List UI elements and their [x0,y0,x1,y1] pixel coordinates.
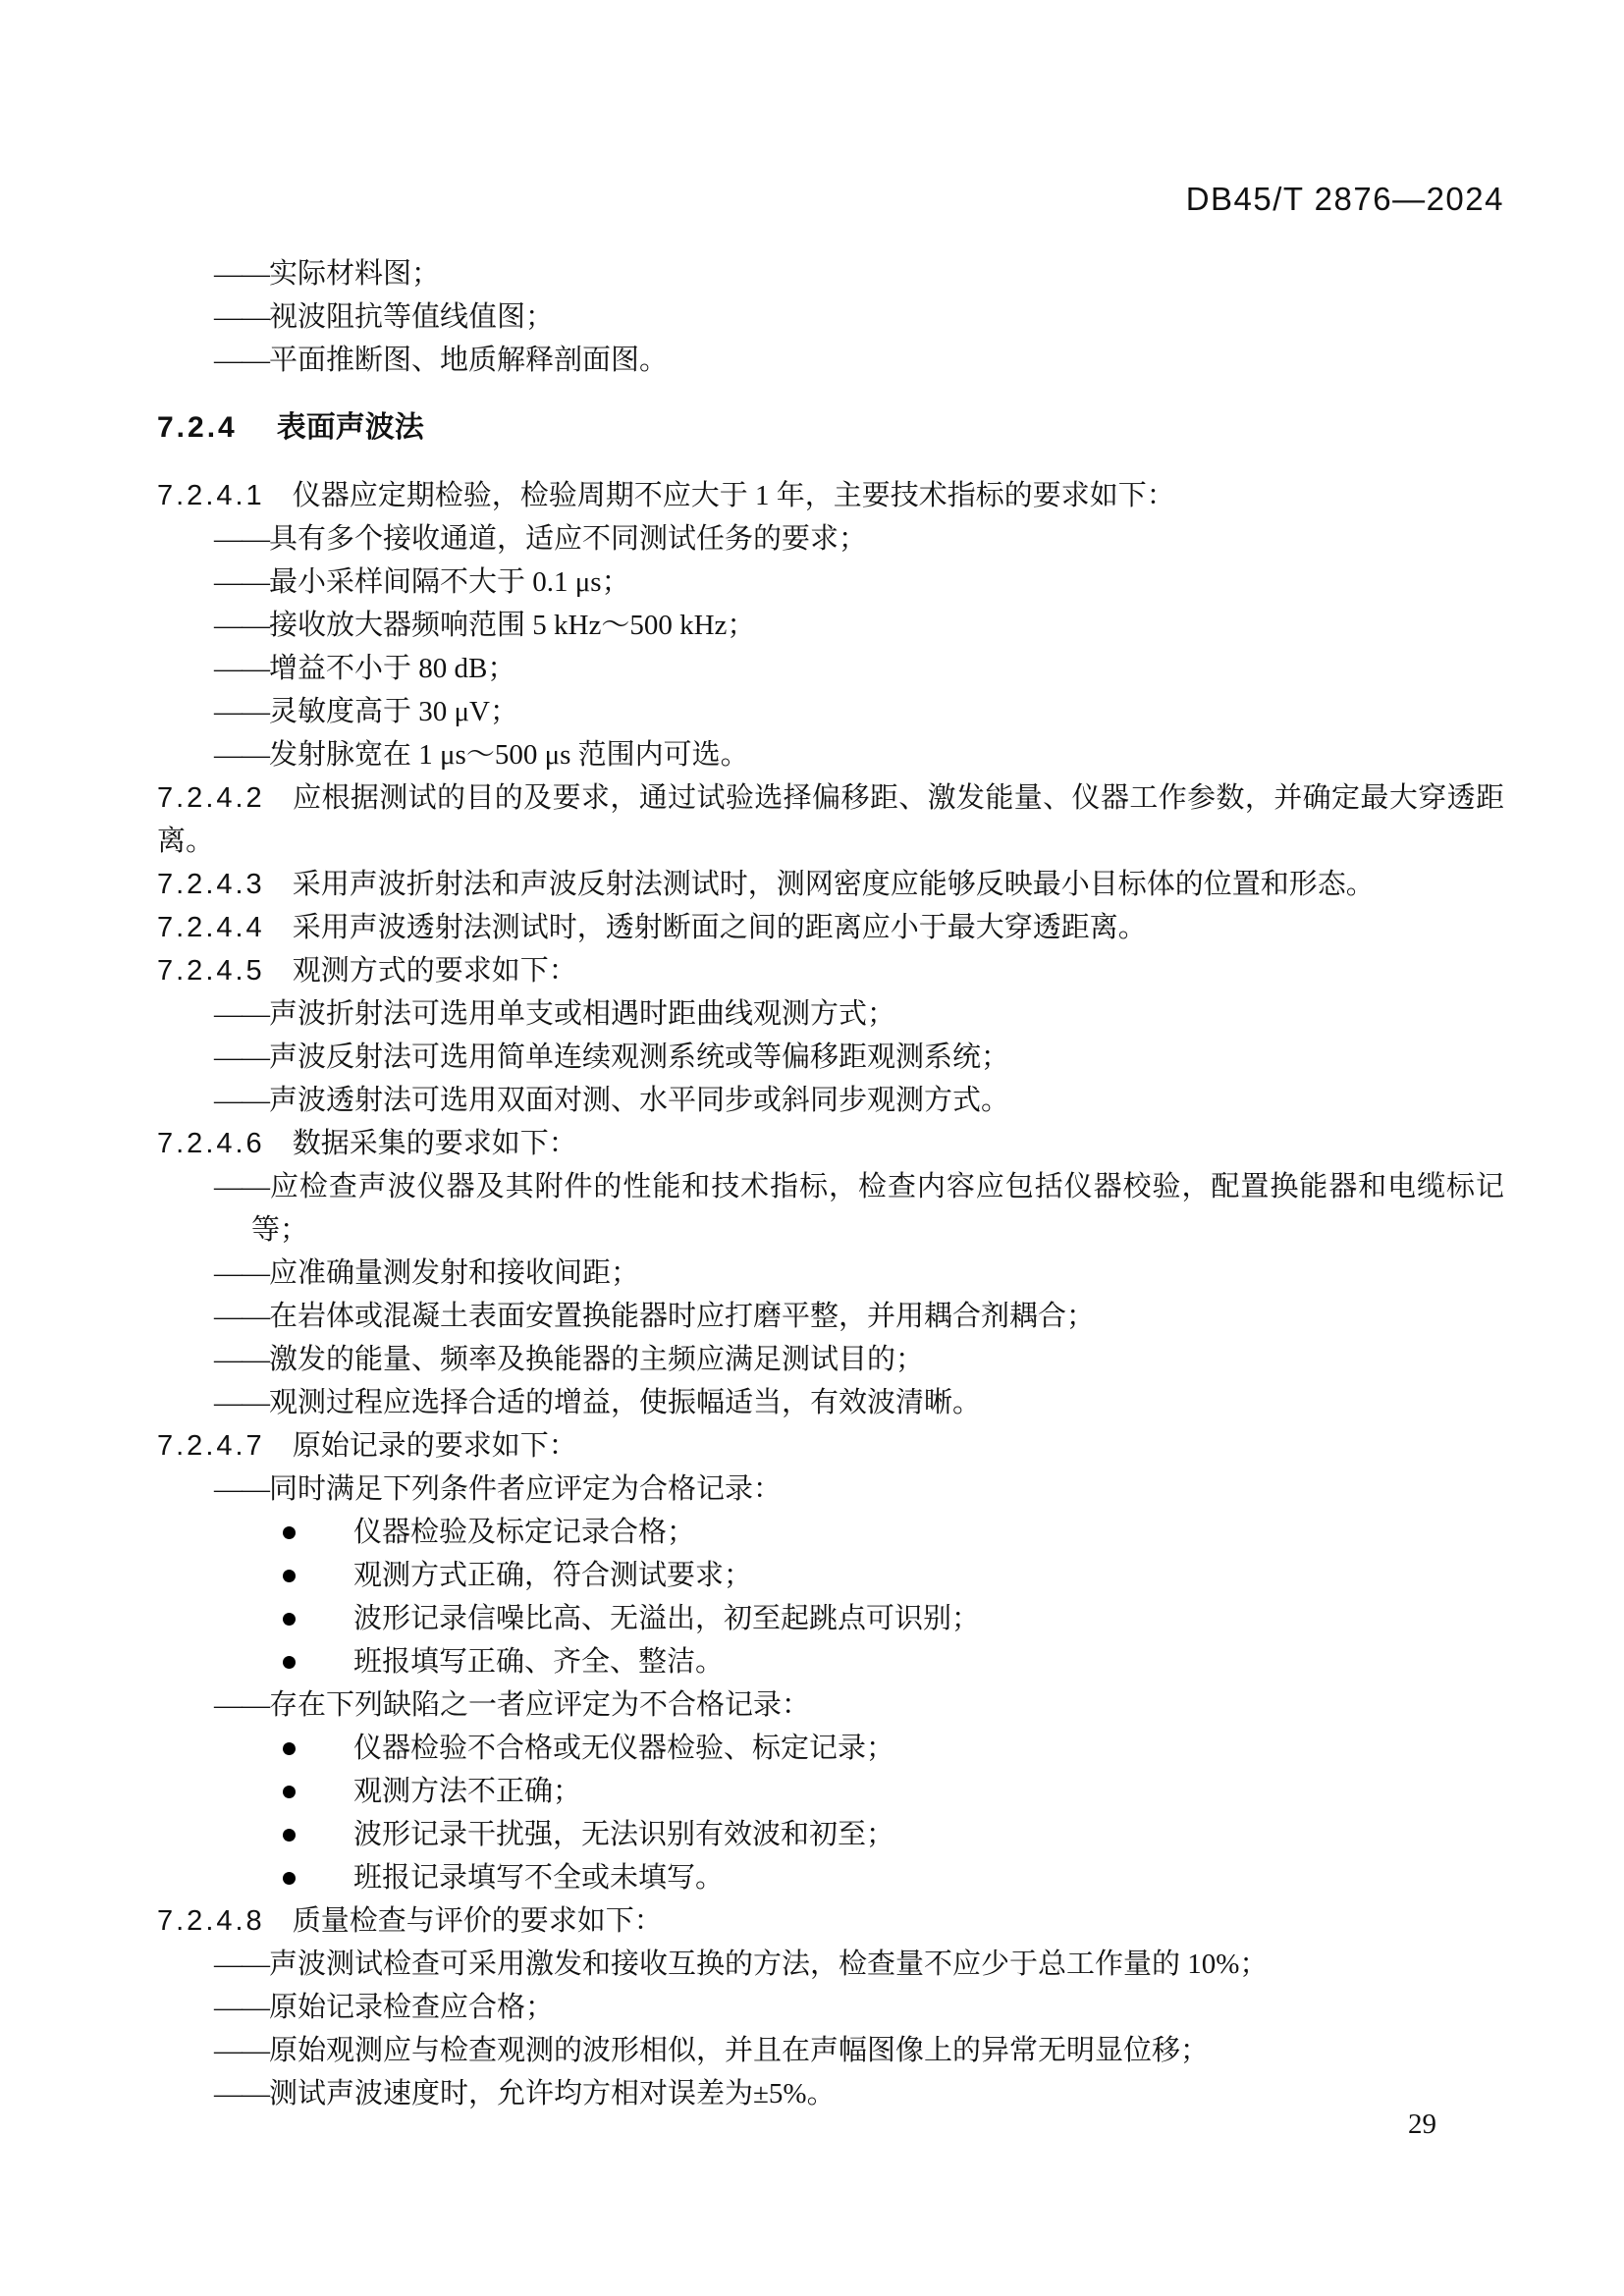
dash-list-item [157,1986,1504,2029]
line-text: 应根据测试的目的及要求，通过试验选择偏移距、激发能量、仪器工作参数，并确定最大穿透距离。 [157,782,1504,857]
dash-list-item [157,604,1504,647]
dash-list-item [157,1165,1504,1252]
dash-list-item [157,1468,1504,1511]
clause-paragraph [157,1122,1504,1165]
dash-list-item [157,1381,1504,1424]
dash-marker: —— [214,523,269,555]
line-text: 平面推断图、地质解释剖面图。 [269,345,669,376]
line-text: 声波折射法可选用单支或相遇时距曲线观测方式； [269,998,896,1030]
line-text: 测试声波速度时，允许均方相对误差为±5%。 [269,2078,836,2109]
line-text: 仪器检验及标定记录合格； [353,1517,696,1548]
line-text: 采用声波透射法测试时，透射断面之间的距离应小于最大穿透距离。 [292,912,1147,943]
line-text: 波形记录干扰强，无法识别有效波和初至； [353,1819,895,1850]
line-text: 仪器检验不合格或无仪器检验、标定记录； [353,1733,895,1764]
line-text: 存在下列缺陷之一者应评定为不合格记录： [269,1689,811,1721]
dash-list-item [157,2029,1504,2072]
section-heading-text: 表面声波法 [276,411,424,444]
clause-number: 7.2.4.7 [157,1430,265,1462]
clause-number: 7.2.4.3 [157,869,265,900]
dash-marker: —— [214,1041,269,1073]
line-text: 激发的能量、频率及换能器的主频应满足测试目的； [269,1344,925,1375]
dash-list-item [157,252,1504,295]
dash-list-item [157,1036,1504,1079]
dash-list-item [157,1683,1504,1727]
line-text: 声波反射法可选用简单连续观测系统或等偏移距观测系统； [269,1041,1010,1073]
line-text: 应检查声波仪器及其附件的性能和技术指标，检查内容应包括仪器校验，配置换能器和电缆标记等； [251,1171,1504,1246]
line-text: 观测方式正确，符合测试要求； [353,1560,753,1591]
dash-marker: —— [214,1257,269,1289]
line-text: 数据采集的要求如下： [292,1128,577,1159]
dash-marker: —— [214,998,269,1030]
dash-list-item [157,733,1504,776]
dash-marker: —— [214,258,269,290]
line-text: 班报填写正确、齐全、整洁。 [353,1646,725,1678]
line-text: 观测方式的要求如下： [292,955,577,987]
dash-marker: —— [214,566,269,598]
line-text: 灵敏度高于 30 μV； [269,696,518,727]
standard-code-header: DB45/T 2876—2024 [1185,181,1504,217]
clause-paragraph [157,1424,1504,1468]
dash-marker: —— [214,653,269,684]
line-text: 接收放大器频响范围 5 kHz～500 kHz； [269,610,756,641]
dash-list-item [157,1943,1504,1986]
clause-paragraph [157,474,1504,517]
dash-marker: —— [214,2035,269,2066]
section-heading [157,406,1504,450]
dash-marker: —— [214,1085,269,1116]
dash-marker: —— [214,1171,269,1202]
line-text: 声波透射法可选用双面对测、水平同步或斜同步观测方式。 [269,1085,1010,1116]
line-text: 最小采样间隔不大于 0.1 μs； [269,566,630,598]
clause-number: 7.2.4 [157,411,238,444]
dash-list-item [157,647,1504,690]
dash-list-item [157,339,1504,382]
line-text: 观测过程应选择合适的增益，使振幅适当，有效波清晰。 [269,1387,982,1418]
bullet-list-item [157,1511,1504,1554]
dash-marker: —— [214,1949,269,1980]
line-text: 原始观测应与检查观测的波形相似，并且在声幅图像上的异常无明显位移； [269,2035,1210,2066]
clause-number: 7.2.4.6 [157,1128,265,1159]
dash-list-item [157,992,1504,1036]
line-text: 采用声波折射法和声波反射法测试时，测网密度应能够反映最小目标体的位置和形态。 [292,869,1375,900]
bullet-list-item [157,1770,1504,1813]
clause-number: 7.2.4.2 [157,782,265,814]
line-text: 班报记录填写不全或未填写。 [353,1862,725,1894]
line-text: 波形记录信噪比高、无溢出，初至起跳点可识别； [353,1603,981,1634]
dash-marker: —— [214,345,269,376]
line-text: 发射脉宽在 1 μs～500 μs 范围内可选。 [269,739,749,771]
dash-marker: —— [214,1992,269,2023]
line-text: 在岩体或混凝土表面安置换能器时应打磨平整，并用耦合剂耦合； [269,1301,1096,1332]
line-text: 原始记录的要求如下： [292,1430,577,1462]
clause-number: 7.2.4.8 [157,1905,265,1937]
line-text: 实际材料图； [269,258,441,290]
clause-paragraph [157,1899,1504,1943]
document-body [157,252,1504,2115]
dash-marker: —— [214,301,269,333]
bullet-list-item [157,1813,1504,1856]
dash-list-item [157,295,1504,339]
clause-number: 7.2.4.5 [157,955,265,987]
clause-number: 7.2.4.1 [157,480,265,511]
dash-marker: —— [214,1301,269,1332]
line-text: 视波阻抗等值线值图； [269,301,555,333]
dash-marker: —— [214,1689,269,1721]
dash-list-item [157,1295,1504,1338]
dash-list-item [157,517,1504,561]
line-text: 应准确量测发射和接收间距； [269,1257,640,1289]
dash-list-item [157,561,1504,604]
line-text: 原始记录检查应合格； [269,1992,555,2023]
clause-paragraph [157,863,1504,906]
bullet-list-item [157,1856,1504,1899]
line-text: 具有多个接收通道，适应不同测试任务的要求； [269,523,868,555]
bullet-list-item [157,1554,1504,1597]
dash-marker: —— [214,1473,269,1505]
clause-paragraph [157,776,1504,863]
dash-list-item [157,1079,1504,1122]
bullet-list-item [157,1597,1504,1640]
dash-list-item [157,690,1504,733]
dash-marker: —— [214,739,269,771]
dash-marker: —— [214,1387,269,1418]
bullet-list-item [157,1640,1504,1683]
clause-paragraph [157,949,1504,992]
line-text: 仪器应定期检验，检验周期不应大于 1 年，主要技术指标的要求如下： [292,480,1175,511]
line-text: 质量检查与评价的要求如下： [292,1905,663,1937]
clause-paragraph [157,906,1504,949]
line-text: 声波测试检查可采用激发和接收互换的方法，检查量不应少于总工作量的 10%； [269,1949,1269,1980]
clause-number: 7.2.4.4 [157,912,265,943]
dash-marker: —— [214,696,269,727]
dash-marker: —— [214,1344,269,1375]
bullet-list-item [157,1727,1504,1770]
line-text: 增益不小于 80 dB； [269,653,516,684]
line-text: 观测方法不正确； [353,1776,582,1807]
dash-marker: —— [214,2078,269,2109]
dash-list-item [157,1252,1504,1295]
page-number: 29 [1408,2109,1436,2140]
line-text: 同时满足下列条件者应评定为合格记录： [269,1473,783,1505]
dash-list-item [157,1338,1504,1381]
dash-marker: —— [214,610,269,641]
